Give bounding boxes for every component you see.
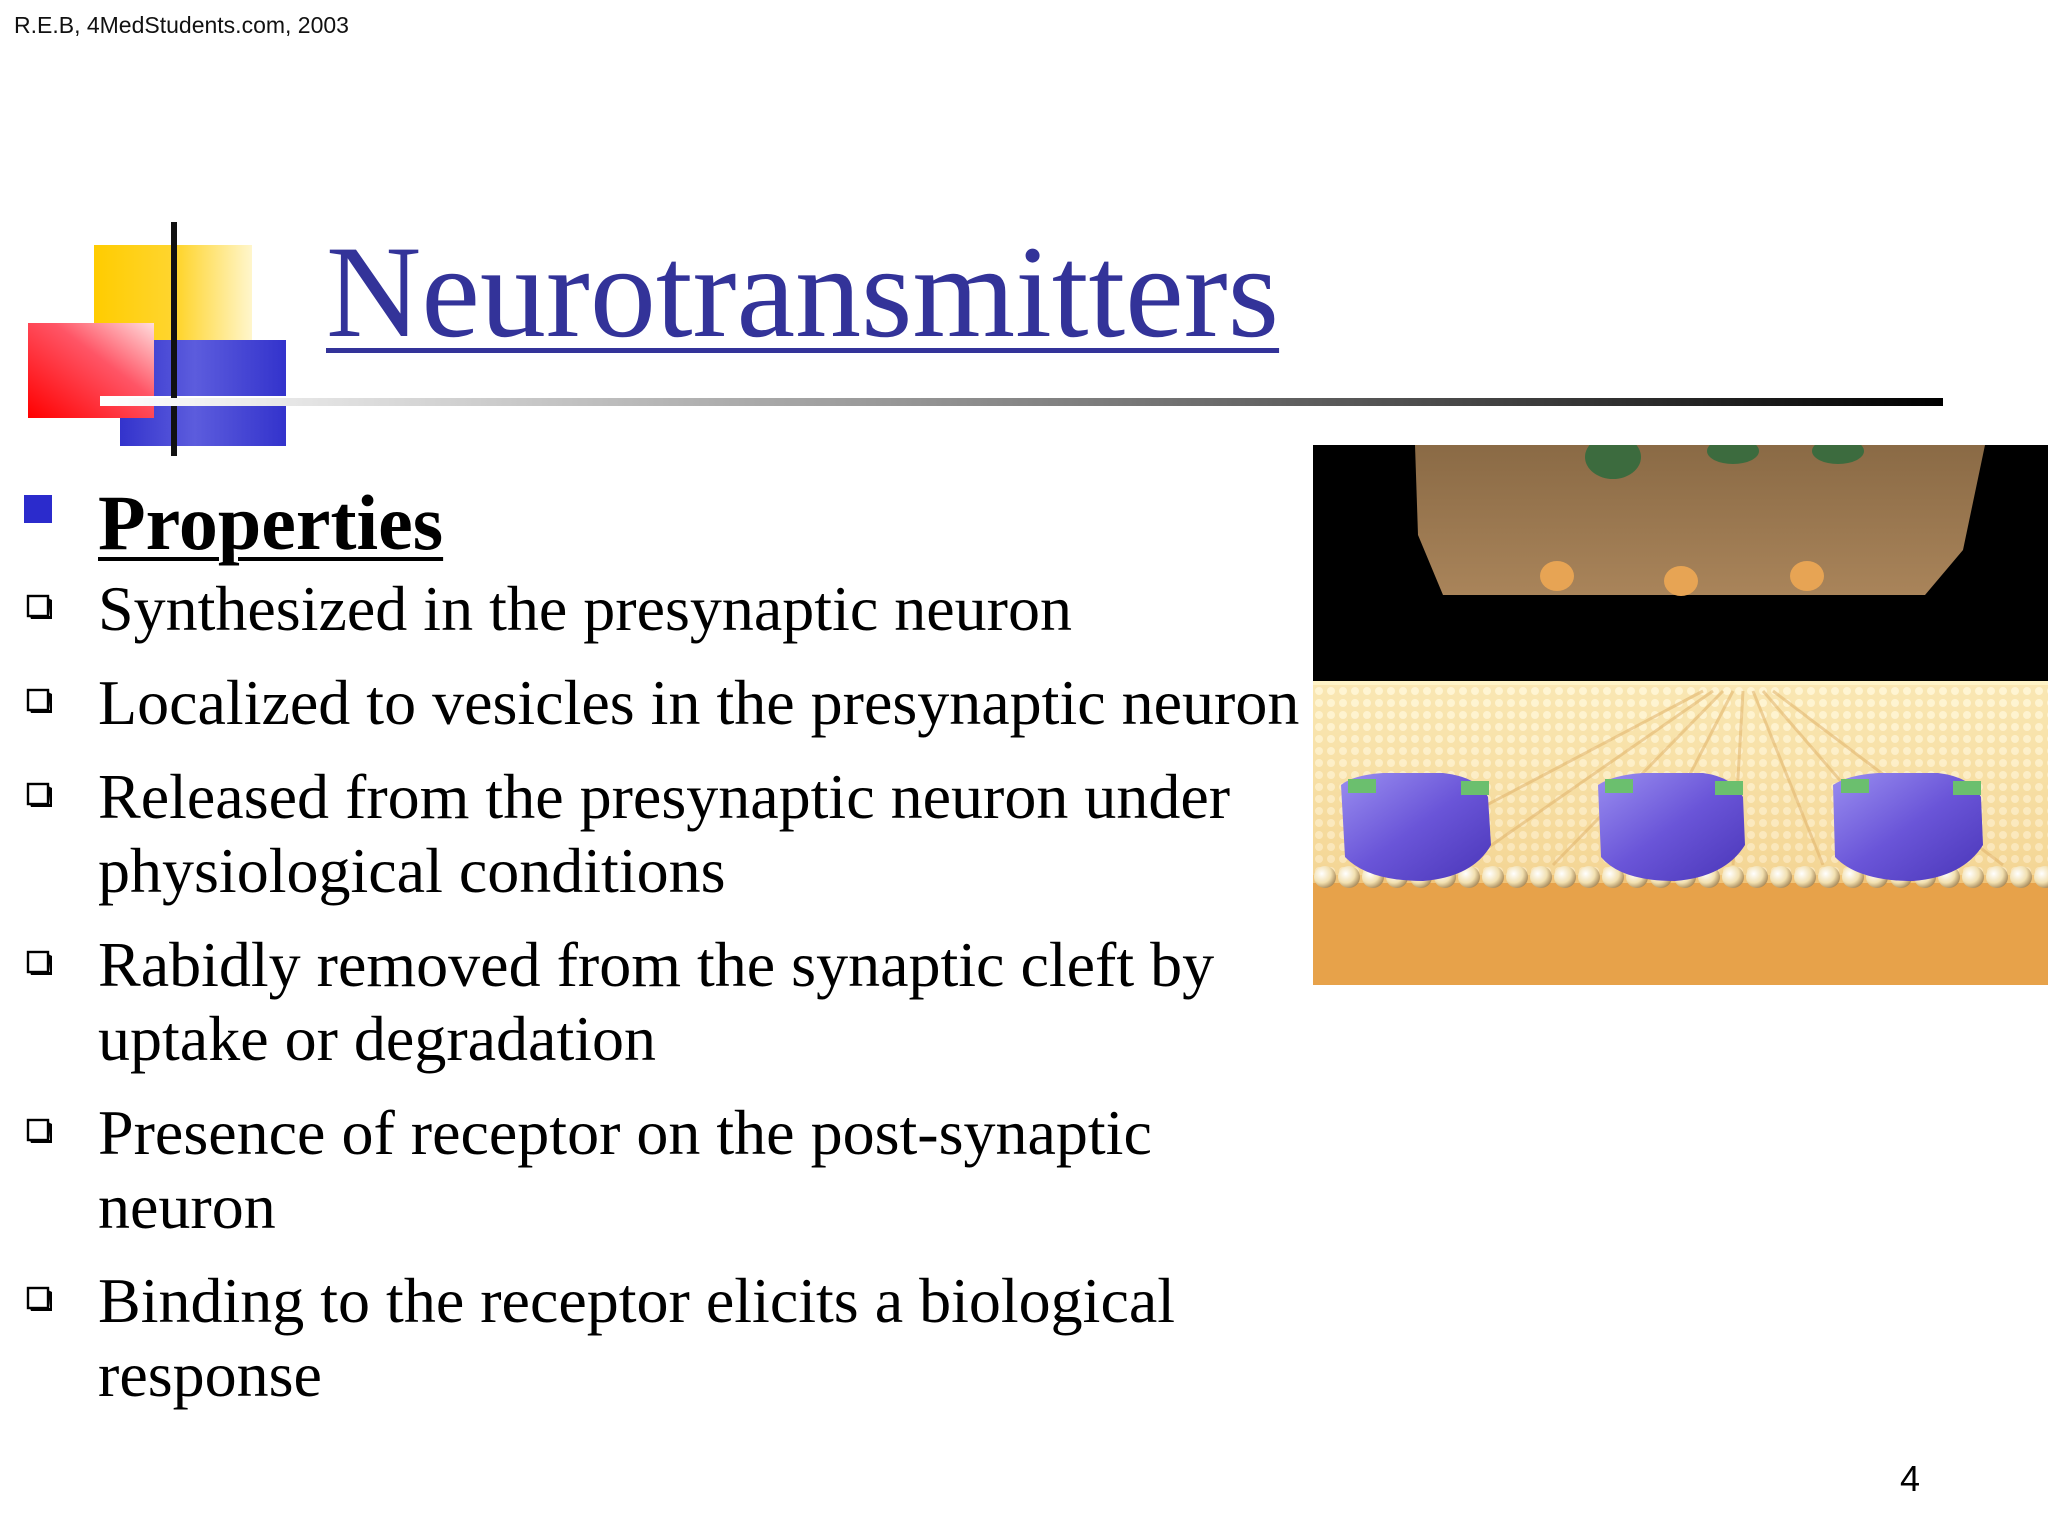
properties-heading: Properties: [98, 479, 444, 566]
slide-title: Neurotransmitters: [326, 218, 1280, 365]
checkbox-bullet-icon: [22, 1278, 56, 1312]
list-item-text: Localized to vesicles in the presynaptic neuron: [98, 667, 1300, 738]
header-credit: R.E.B, 4MedStudents.com, 2003: [14, 12, 349, 38]
properties-list: [22, 572, 1312, 1432]
list-item: [22, 572, 1312, 646]
receptor-right: [1833, 773, 1983, 881]
list-item-text: Binding to the receptor elicits a biological response: [98, 1265, 1176, 1410]
list-item: [22, 760, 1312, 908]
page-number: 4: [1900, 1458, 1921, 1499]
checkbox-bullet-icon: [22, 942, 56, 976]
list-item: [22, 928, 1312, 1076]
receptor-middle: [1598, 773, 1745, 881]
list-item-text: Synthesized in the presynaptic neuron: [98, 573, 1072, 644]
receptor-left: [1341, 773, 1491, 881]
deco-vertical-bar: [171, 222, 177, 456]
title-divider: [100, 398, 1943, 406]
list-item-text: Presence of receptor on the post-synaptic neuron: [98, 1097, 1152, 1242]
list-item: [22, 666, 1312, 740]
checkbox-bullet-icon: [22, 774, 56, 808]
list-item: [22, 1264, 1312, 1412]
synapse-illustration: [1313, 445, 2048, 985]
square-bullet-icon: [24, 495, 52, 523]
list-item: [22, 1096, 1312, 1244]
checkbox-bullet-icon: [22, 680, 56, 714]
list-item-text: Released from the presynaptic neuron under physiological conditions: [98, 761, 1231, 906]
checkbox-bullet-icon: [22, 586, 56, 620]
checkbox-bullet-icon: [22, 1110, 56, 1144]
list-item-text: Rabidly removed from the synaptic cleft by uptake or degradation: [98, 929, 1215, 1074]
